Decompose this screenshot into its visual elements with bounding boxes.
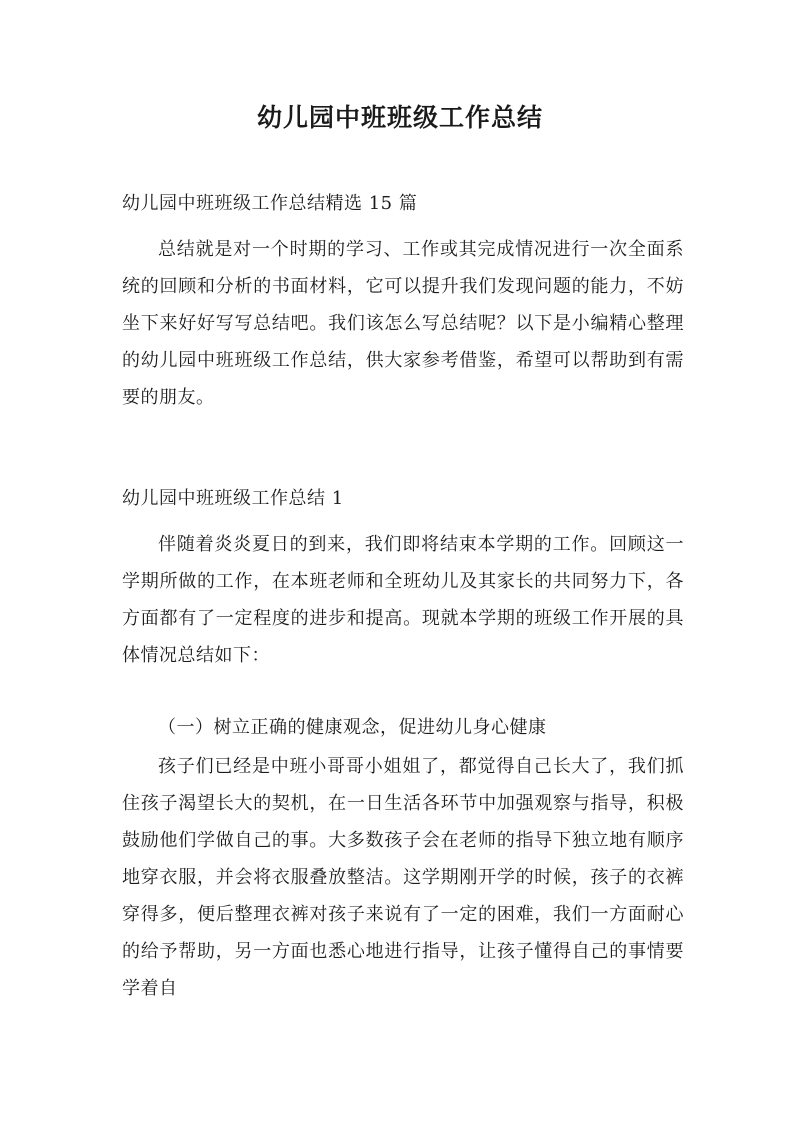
document-title: 幼儿园中班班级工作总结: [256, 103, 543, 132]
intro-paragraph: 总结就是对一个时期的学习、工作或其完成情况进行一次全面系统的回顾和分析的书面材料，它可以提升我们发现问题的能力，不妨坐下来好好写写总结吧。我们该怎么写总结呢？以下是小编精心整理的幼儿园中班班级工作总结，供大家参考借鉴，希望可以帮助到有需要的朋友。: [122, 239, 684, 408]
subheading-1: （一）树立正确的健康观念，促进幼儿身心健康: [158, 717, 547, 738]
paragraph-2: 孩子们已经是中班小哥哥小姐姐了，都觉得自己长大了，我们抓住孩子渴望长大的契机，在一日生活各环节中加强观察与指导，积极鼓励他们学做自己的事。大多数孩子会在老师的指导下独立地有顺序地穿衣服，并会将衣服叠放整洁。这学期刚开学的时候，孩子的衣裤穿得多，便后整理衣裤对孩子来说有了一定的困难，我们一方面耐心的给予帮助，另一方面也悉心地进行指导，让孩子懂得自己的事情要学着自: [122, 756, 684, 999]
paragraph-1: 伴随着炎炎夏日的到来，我们即将结束本学期的工作。回顾这一学期所做的工作，在本班老师和全班幼儿及其家长的共同努力下，各方面都有了一定程度的进步和提高。现就本学期的班级工作开展的具体情况总结如下：: [122, 534, 684, 666]
document-subtitle: 幼儿园中班班级工作总结精选 15 篇: [122, 193, 418, 214]
section-title: 幼儿园中班班级工作总结 1: [122, 488, 344, 509]
